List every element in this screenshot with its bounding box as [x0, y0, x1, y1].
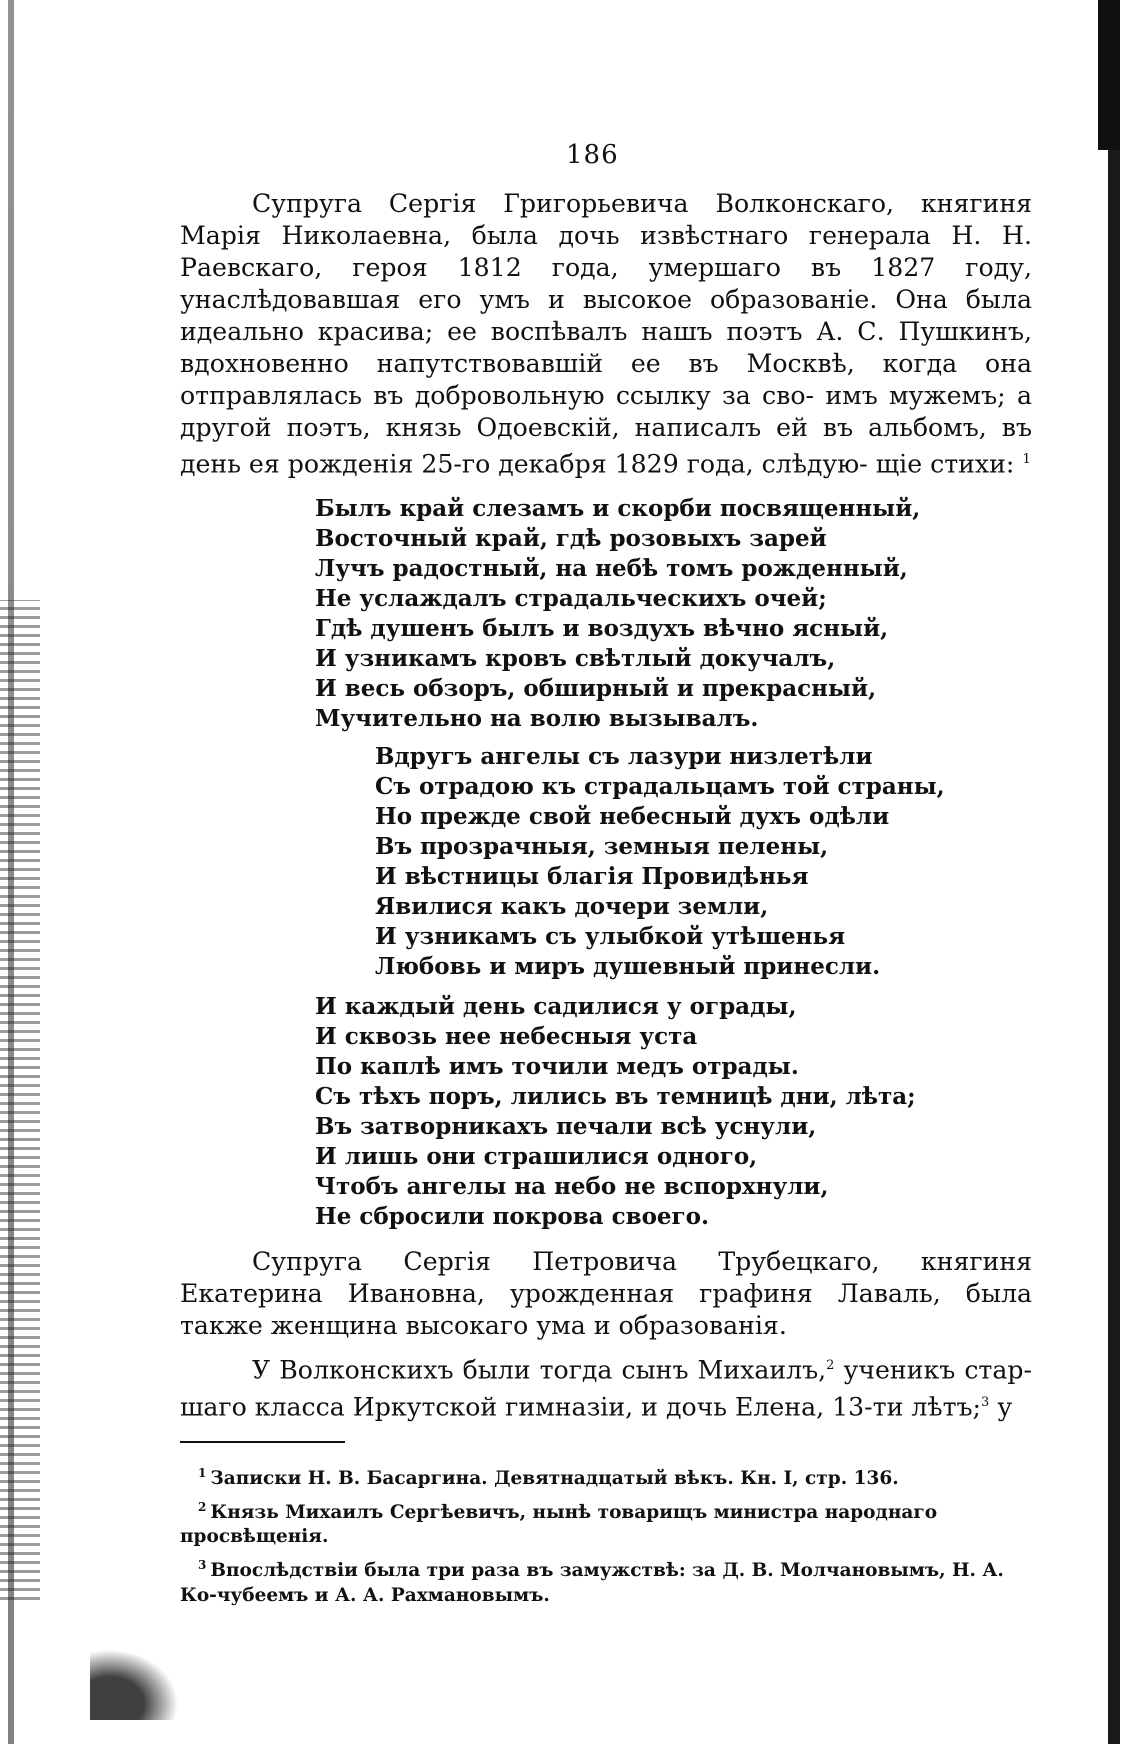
footnote-2: [180, 1495, 1032, 1549]
poem-line: Съ отрадою къ страдальцамъ той страны,: [375, 773, 945, 801]
poem-line: Мучительно на волю вызывалъ.: [315, 705, 759, 733]
footnote-ref-3: 3: [981, 1394, 990, 1410]
page-number: 186: [566, 140, 619, 170]
text-line: альбомъ, въ день ея рожденія 25-го декабря 1829 года, слѣдую-: [180, 413, 1032, 479]
poem-line: Явилися какъ дочери земли,: [375, 893, 769, 921]
footnote-ref-2: 2: [826, 1358, 835, 1374]
text-line: Супруга Сергія Петровича Трубецкаго, княгиня Екатерина: [180, 1247, 1032, 1309]
poem-line: Лучъ радостный, на небѣ томъ рожденный,: [315, 555, 908, 583]
page-content: [180, 188, 1032, 1612]
poem-line: Любовь и миръ душевный принесли.: [375, 953, 881, 981]
text-run: у: [997, 1392, 1013, 1422]
footnote-text: Князь Михаилъ Сергѣевичъ, нынѣ товарищъ министра народнаго просвѣщенія.: [180, 1502, 938, 1548]
footnotes: [180, 1461, 1032, 1607]
footnote-mark: 3: [198, 1558, 207, 1573]
poem-stanza-2: [375, 742, 1032, 982]
poem-line: И весь обзоръ, обширный и прекрасный,: [315, 675, 877, 703]
poem-line: Былъ край слезамъ и скорби посвященный,: [315, 495, 921, 523]
footnote-divider: [180, 1441, 345, 1443]
poem-line: Въ затворникахъ печали всѣ уснули,: [315, 1113, 817, 1141]
poem-line: Чтобъ ангелы на небо не вспорхнули,: [315, 1173, 829, 1201]
text-line: высокое образованіе. Она была идеально красива; ее воспѣвалъ: [180, 285, 1032, 346]
scan-corner-blot: [90, 1640, 190, 1720]
text-line: имъ мужемъ; а другой поэтъ, князь Одоевскій, написалъ ей въ: [180, 381, 1032, 442]
text-line: Ивановна, урожденная графиня Лаваль, была также женщина: [180, 1279, 1033, 1341]
footnote-mark: 1: [198, 1466, 207, 1481]
poem-line: По каплѣ имъ точили медъ отрады.: [315, 1053, 799, 1081]
footnote-1: [180, 1461, 1032, 1491]
poem-stanza-3: [315, 992, 1032, 1232]
footnote-3: [180, 1553, 1032, 1607]
poem-line: И вѣстницы благія Провидѣнья: [375, 863, 809, 891]
text-line: высокаго ума и образованія.: [405, 1311, 787, 1341]
paragraph-trubetskaya: [180, 1246, 1032, 1342]
poem-line: Съ тѣхъ поръ, лились въ темницѣ дни, лѣта;: [315, 1083, 916, 1111]
poem-line: Восточный край, гдѣ розовыхъ зарей: [315, 525, 827, 553]
text-line: Супруга Сергія Григорьевича Волконскаго, княгиня Марія: [180, 189, 1032, 250]
poem-line: Но прежде свой небесный духъ одѣли: [375, 803, 890, 831]
text-run: ученикъ стар-шаго класса Иркутской гимназіи, и дочь Елена, 13-ти лѣтъ;: [180, 1355, 1033, 1422]
poem: [315, 494, 1032, 1232]
footnote-text: Записки Н. В. Басаргина. Девятнадцатый вѣкъ. Кн. I, стр. 136.: [210, 1468, 899, 1490]
poem-line: И узникамъ кровъ свѣтлый докучалъ,: [315, 645, 836, 673]
poem-line: Не сбросили покрова своего.: [315, 1203, 709, 1231]
footnote-text: Впослѣдствіи была три раза въ замужствѣ: за Д. В. Молчановымъ, Н. А. Ко-чубеемъ и А. А. Рахмановымъ.: [180, 1560, 1004, 1606]
paragraph-children: [180, 1350, 1032, 1423]
poem-line: И сквозь нее небесныя уста: [315, 1023, 698, 1051]
footnote-mark: 2: [198, 1500, 207, 1515]
text-line: Москвѣ, когда она отправлялась въ добровольную ссылку за сво-: [180, 349, 1032, 410]
poem-stanza-1: [315, 494, 1032, 734]
poem-line: Въ прозрачныя, земныя пелены,: [375, 833, 829, 861]
poem-line: И лишь они страшилися одного,: [315, 1143, 758, 1171]
text-line: щіе стихи:: [875, 449, 1015, 479]
text-line: Николаевна, была дочь извѣстнаго генерала Н. Н. Раевскаго, героя: [180, 221, 1032, 282]
scan-edge-shadow: [0, 600, 40, 1600]
poem-line: Не услаждалъ страдальческихъ очей;: [315, 585, 827, 613]
text-line: нашъ поэтъ А. С. Пушкинъ, вдохновенно напутствовавшій ее въ: [180, 317, 1033, 378]
poem-line: И каждый день садилися у ограды,: [315, 993, 797, 1021]
footnote-ref-1: 1: [1022, 452, 1031, 467]
poem-line: Гдѣ душенъ былъ и воздухъ вѣчно ясный,: [315, 615, 889, 643]
paragraph-volkonskaya: [180, 188, 1032, 480]
scan-edge-right: [1108, 0, 1120, 1744]
poem-line: И узникамъ съ улыбкой утѣшенья: [375, 923, 846, 951]
text-line: 1812 года, умершаго въ 1827 году, унаслѣдовавшая его умъ и: [180, 253, 1032, 314]
text-run: У Волконскихъ были тогда сынъ Михаилъ,: [252, 1355, 827, 1385]
poem-line: Вдругъ ангелы съ лазури низлетѣли: [375, 743, 873, 771]
scan-edge-right-top: [1098, 0, 1120, 150]
